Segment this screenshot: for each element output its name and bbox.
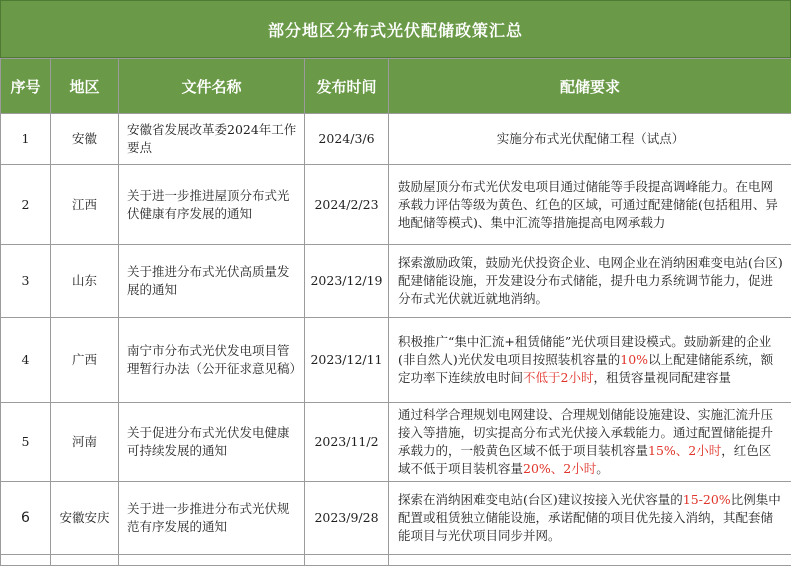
row-requirement: 探索激励政策，鼓励光伏投资企业、电网企业在消纳困难变电站(台区)配建储能设施，开发建设分布式储能，提升电力系统调节能力，促进分布式光伏就近就地消纳。 <box>389 245 791 318</box>
row-no: 6 <box>1 482 51 555</box>
row-no: 3 <box>1 245 51 318</box>
table-title: 部分地区分布式光伏配储政策汇总 <box>0 0 791 58</box>
row-doc-name: 关于进一步推进分布式光伏规范有序发展的通知 <box>119 482 305 555</box>
header-region: 地区 <box>51 59 119 114</box>
table-row <box>1 482 791 555</box>
requirement-text: 通过科学合理规划电网建设、合理规划储能设施建设、实施汇流升压接入等措施，切实提高分布式光伏接入承载能力。通过配置储能提升承载力的，一般黄色区域不低于项目装机容量 <box>398 407 773 458</box>
table-row <box>1 114 791 165</box>
row-no: 1 <box>1 114 51 165</box>
row-region: 江西 <box>51 165 119 245</box>
header-row <box>1 59 791 114</box>
row-doc-name: 南宁市分布式光伏发电项目管理暂行办法（公开征求意见稿） <box>119 318 305 403</box>
row-requirement <box>389 318 791 403</box>
row-no: 4 <box>1 318 51 403</box>
row-requirement: 鼓励屋顶分布式光伏发电项目通过储能等手段提高调峰能力。在电网承载力评估等级为黄色、红色的区域，可通过配建储能(包括租用、异地配储等模式)、集中汇流等措施提高电网承载力 <box>389 165 791 245</box>
row-region: 河南 <box>51 403 119 482</box>
highlight-duration: 不低于2小时 <box>523 370 593 385</box>
highlight-ratio: 15-20% <box>683 492 731 507</box>
requirement-text: ，红色区域不低于项目装机容量 <box>398 443 771 476</box>
row-doc-name: 关于推进分布式光伏高质量发展的通知 <box>119 245 305 318</box>
highlight-yellow-zone: 15%、2小时 <box>648 443 721 458</box>
header-date: 发布时间 <box>305 59 389 114</box>
table-row <box>1 245 791 318</box>
table-row <box>1 318 791 403</box>
row-no: 2 <box>1 165 51 245</box>
requirement-text: 以上配建储能系统，额定功率下连续放电时间 <box>398 352 773 385</box>
row-region: 安徽 <box>51 114 119 165</box>
row-date: 2023/12/19 <box>305 245 389 318</box>
table-row <box>1 403 791 482</box>
row-doc-name: 安徽省发展改革委2024年工作要点 <box>119 114 305 165</box>
header-requirement: 配储要求 <box>389 59 791 114</box>
row-date: 2023/11/2 <box>305 403 389 482</box>
table-row-partial <box>1 555 791 566</box>
policy-table <box>0 58 791 566</box>
row-doc-name: 关于促进分布式光伏发电健康可持续发展的通知 <box>119 403 305 482</box>
requirement-text: 积极推广“集中汇流+租赁储能”光伏项目建设模式。鼓励新建的企业(非自然人)光伏发电项目按照装机容量的 <box>398 334 771 367</box>
highlight-ratio: 10% <box>620 352 648 367</box>
requirement-text: ，租赁容量视同配建容量 <box>593 370 731 385</box>
row-region: 山东 <box>51 245 119 318</box>
row-region: 广西 <box>51 318 119 403</box>
row-requirement <box>389 403 791 482</box>
row-date: 2024/3/6 <box>305 114 389 165</box>
requirement-text: 探索在消纳困难变电站(台区)建议按接入光伏容量的 <box>398 492 683 507</box>
requirement-text: 比例集中配置或租赁独立储能设施，承诺配储的项目优先接入消纳，其配套储能项目与光伏项目同步并网。 <box>398 492 781 543</box>
row-no: 5 <box>1 403 51 482</box>
table-row <box>1 165 791 245</box>
row-requirement: 实施分布式光伏配储工程（试点） <box>389 114 791 165</box>
row-region: 安徽安庆 <box>51 482 119 555</box>
requirement-text: 。 <box>596 461 609 476</box>
row-requirement <box>389 482 791 555</box>
row-date: 2023/9/28 <box>305 482 389 555</box>
row-date: 2024/2/23 <box>305 165 389 245</box>
row-date: 2023/12/11 <box>305 318 389 403</box>
highlight-red-zone: 20%、2小时 <box>523 461 596 476</box>
header-doc-name: 文件名称 <box>119 59 305 114</box>
header-no: 序号 <box>1 59 51 114</box>
row-doc-name: 关于进一步推进屋顶分布式光伏健康有序发展的通知 <box>119 165 305 245</box>
